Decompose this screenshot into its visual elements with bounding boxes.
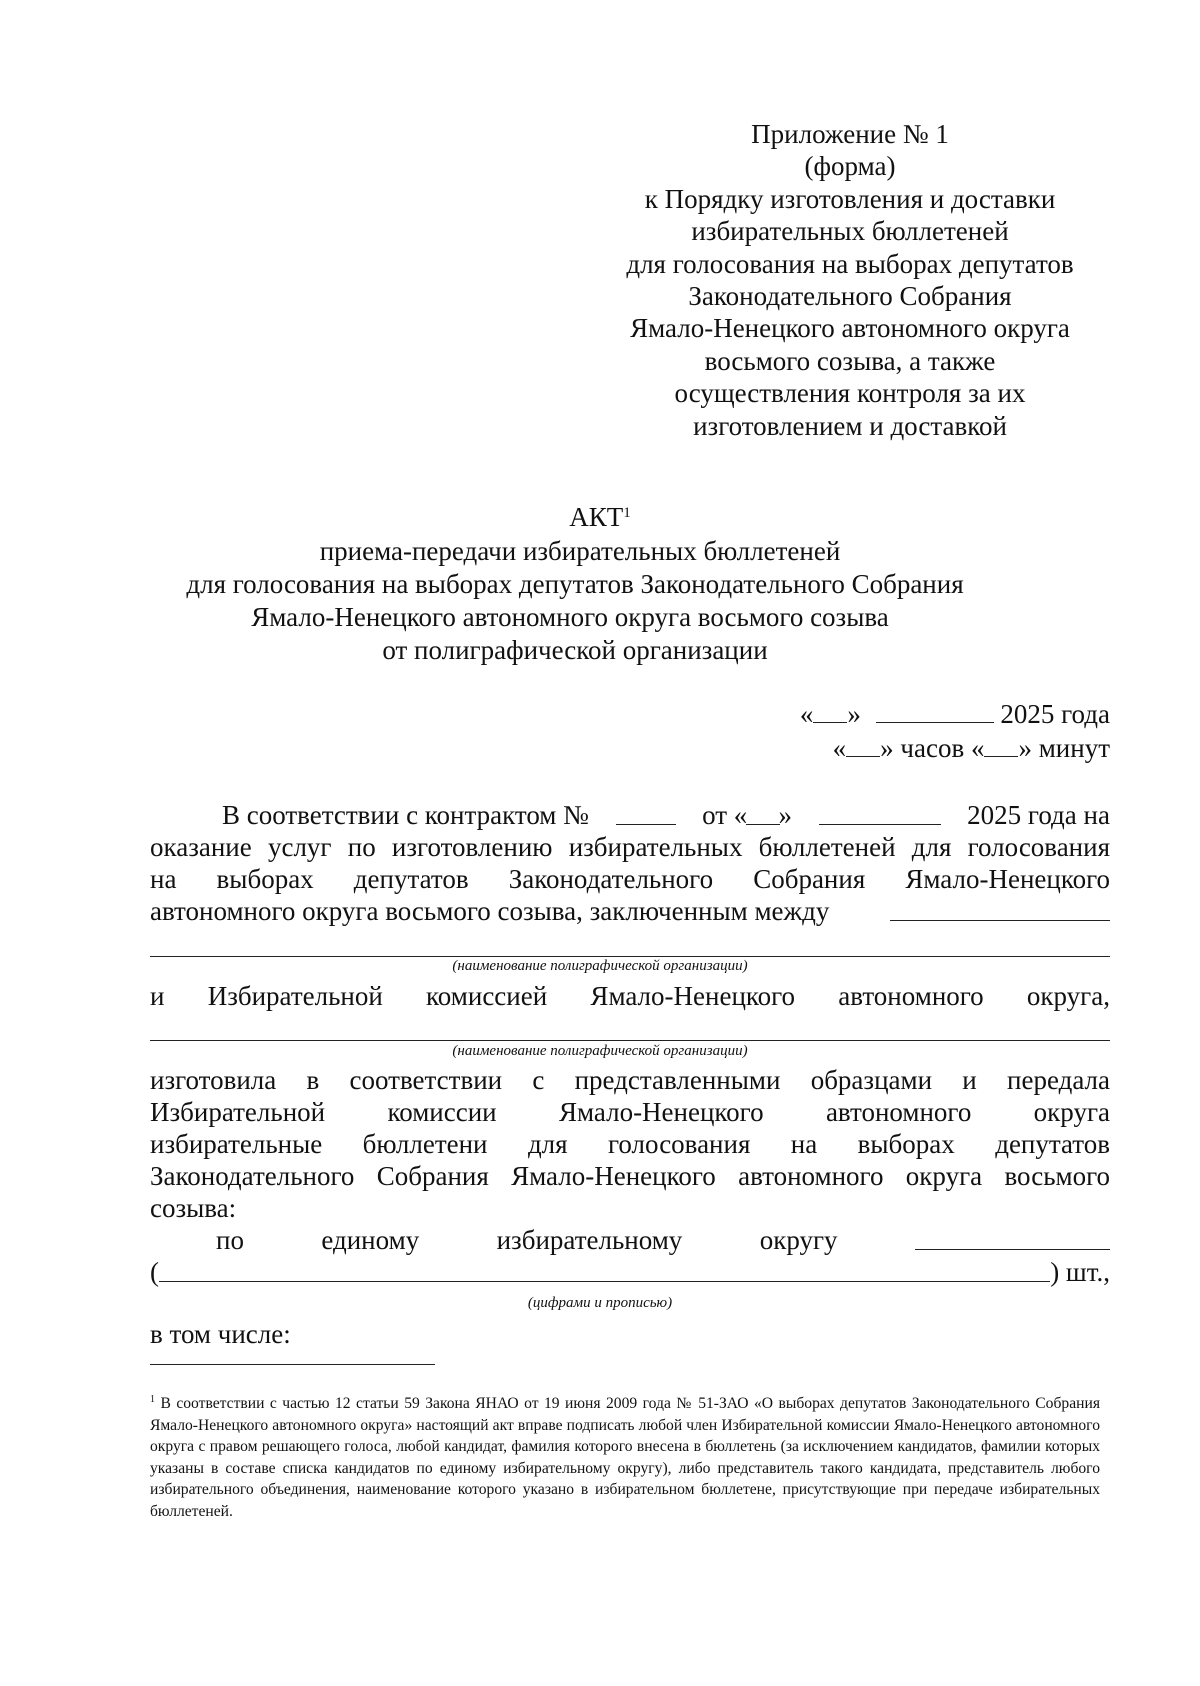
body-line-2: оказание услуг по изготовлению избирательных бюллетеней для голосования (150, 832, 1110, 862)
body-line-6: изготовила в соответствии с представленными образцами и передала (150, 1065, 1110, 1095)
body-line-4 (150, 895, 1110, 927)
body-line-7: Избирательной комиссии Ямало-Ненецкого автономного округа (150, 1097, 1110, 1127)
body-line-3: на выборах депутатов Законодательного Собрания Ямало-Ненецкого (150, 864, 1110, 894)
paren-open: ( (150, 1257, 159, 1287)
month-blank (876, 700, 994, 723)
printer-name-rule-1 (150, 956, 1110, 957)
hours-text: » часов « (880, 733, 985, 763)
minutes-blank (984, 734, 1018, 757)
annex-line: изготовлением и доставкой (693, 410, 1007, 441)
commission-line (150, 980, 1110, 1012)
body-paragraph (150, 799, 1110, 927)
paren-close: ) шт., (1050, 1257, 1110, 1287)
printer-name-rule-2 (150, 1040, 1110, 1041)
annex-line: восьмого созыва, а также (704, 345, 996, 376)
contract-year: 2025 года на (967, 800, 1110, 830)
date-close-quote: » (847, 699, 861, 729)
footnote-separator (150, 1364, 435, 1365)
annex-header (590, 118, 1110, 442)
count-words-blank (159, 1259, 1050, 1282)
annex-line: для голосования на выборах депутатов (626, 248, 1074, 279)
contract-close-quote: » (778, 800, 792, 830)
body-line-1 (150, 799, 1110, 831)
annex-line: (форма) (804, 151, 896, 182)
body-line-9: Законодательного Собрания Ямало-Ненецкого автономного округа восьмого (150, 1161, 1110, 1191)
footnote-marker: 1 (150, 1394, 155, 1405)
time-line (833, 733, 1110, 764)
contract-number-blank (616, 802, 676, 825)
caption-printer-2: (наименование полиграфической организации) (452, 1043, 748, 1059)
body-paragraph-2 (150, 1064, 1110, 1288)
contract-month-blank (819, 802, 941, 825)
footnote-text: В соответствии с частью 12 статьи 59 Закона ЯНАО от 19 июня 2009 года № 51-ЗАО «О выборах депутатов Законодательного Собрания Ямало-Ненецкого автономного округа» настоящий акт вправе подписать любой член Избирательной комиссии Ямало-Ненецкого автономного округа с правом решающего голоса, любой кандидат, фамилия которого внесена в бюллетень (за исключением кандидатов, фамилии которых указаны в составе списка кандидатов по единому избирательному округу), либо представитель такого кандидата, представитель любого избирательного объединения, наименование которого указано в избирательном бюллетене, присутствующие при передаче избирательных бюллетеней. (150, 1395, 1100, 1520)
annex-line: избирательных бюллетеней (691, 216, 1009, 247)
date-open-quote: « (799, 699, 814, 729)
contract-day-blank (746, 802, 780, 825)
word-edinomu: единому (321, 1225, 420, 1255)
printer-name-blank (890, 898, 1110, 921)
hours-blank (846, 734, 880, 757)
annex-line: осуществления контроля за их (674, 378, 1026, 409)
date-line (800, 699, 1110, 730)
day-blank (813, 700, 847, 723)
time-open-quote: « (832, 733, 847, 763)
act-title-text: АКТ (569, 502, 624, 532)
minutes-text: » минут (1018, 733, 1110, 763)
act-subtitle-line: от полиграфической организации (382, 635, 768, 665)
body-line-11 (150, 1224, 1110, 1256)
annex-line: Ямало-Ненецкого автономного округа (630, 313, 1070, 344)
act-subtitle-line: Ямало-Ненецкого автономного округа восьмого созыва (251, 602, 889, 632)
date-year: 2025 года (1000, 699, 1110, 729)
body-line-10: созыва: (150, 1193, 237, 1223)
caption-printer-1: (наименование полиграфической организации) (452, 958, 748, 974)
contract-label: В соответствии с контрактом № (222, 800, 589, 830)
body-line-12: в том числе: (150, 1319, 291, 1349)
body-line-4-text: автономного округа восьмого созыва, заключенным между (150, 896, 830, 926)
annex-line: к Порядку изготовления и доставки (644, 183, 1056, 214)
act-subtitle (0, 535, 1200, 667)
count-digits-blank (915, 1227, 1110, 1250)
word-izbiratelnomu: избирательному (496, 1225, 683, 1255)
footnote (150, 1389, 1100, 1522)
including-line (150, 1318, 1110, 1350)
contract-from: от « (702, 800, 748, 830)
word-okrugu: округу (759, 1225, 838, 1255)
act-title (0, 500, 1200, 534)
body-line-8: избирательные бюллетени для голосования на выборах депутатов (150, 1129, 1110, 1159)
footnote-ref: 1 (623, 505, 631, 521)
act-subtitle-line: приема-передачи избирательных бюллетеней (319, 536, 841, 566)
annex-line: Законодательного Собрания (688, 281, 1012, 312)
body-line-count (150, 1256, 1110, 1288)
body-line-5: и Избирательной комиссией Ямало-Ненецкого автономного округа, (150, 981, 1110, 1011)
annex-line: Приложение № 1 (751, 119, 949, 149)
act-subtitle-line: для голосования на выборах депутатов Законодательного Собрания (186, 569, 964, 599)
caption-count: (цифрами и прописью) (527, 1295, 673, 1311)
word-po: по (216, 1225, 244, 1255)
